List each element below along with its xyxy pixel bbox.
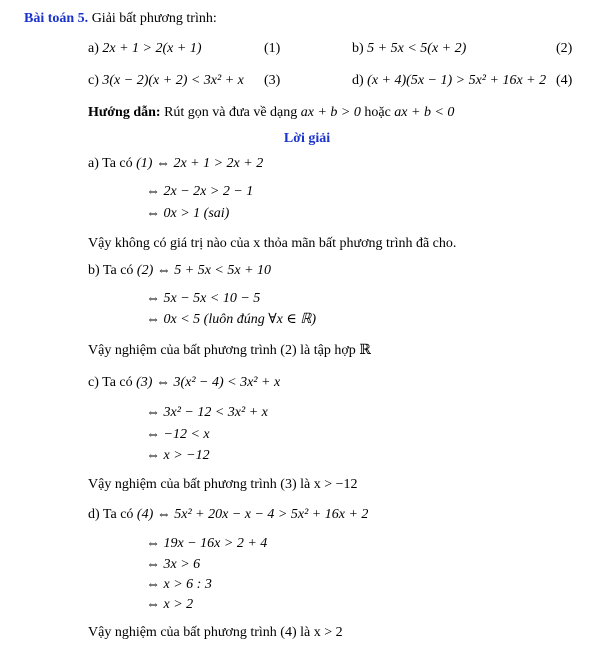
derivation-step: ⇔ 3x > 6 — [146, 557, 201, 572]
derivation-step: ⇔ −12 < x — [146, 427, 210, 442]
problem-item-c-num: (3) — [264, 73, 281, 88]
solution-title: Lời giải — [283, 131, 331, 146]
derivation-step: ⇔ 0x > 1 (sai) — [146, 206, 230, 221]
part-c-conclusion: Vậy nghiệm của bất phương trình (3) là x > −12 — [88, 477, 358, 492]
item-expr: 5 + 5x < 5(x + 2) — [367, 41, 467, 56]
item-expr: 3(x − 2)(x + 2) < 3x² + x — [102, 73, 244, 88]
part-intro: c) Ta có — [88, 375, 133, 390]
part-d-first-line — [88, 506, 368, 524]
part-intro: a) Ta có — [88, 156, 133, 171]
item-expr: (x + 4)(5x − 1) > 5x² + 16x + 2 — [367, 73, 547, 88]
derivation-step: (2) ⇔ 5 + 5x < 5x + 10 — [136, 263, 272, 278]
derivation-step: ⇔ x > 6 : 3 — [146, 577, 212, 592]
part-intro: b) Ta có — [88, 263, 134, 278]
part-intro: d) Ta có — [88, 507, 134, 522]
hint-label: Hướng dẫn: — [88, 105, 161, 120]
part-b-first-line — [88, 262, 271, 280]
derivation-step: ⇔ 5x − 5x < 10 − 5 — [146, 291, 261, 306]
derivation-step: ⇔ 3x² − 12 < 3x² + x — [146, 405, 268, 420]
problem-item-b-num: (2) — [556, 41, 573, 56]
hint-expr-2: ax + b < 0 — [394, 105, 455, 120]
hint-text: Rút gọn và đưa về dạng — [164, 105, 298, 120]
derivation-step: (4) ⇔ 5x² + 20x − x − 4 > 5x² + 16x + 2 — [136, 507, 369, 522]
item-prefix: c) — [88, 73, 99, 88]
derivation-step: ⇔ 0x < 5 (luôn đúng ∀x ∈ ℝ) — [146, 312, 316, 327]
derivation-step: (1) ⇔ 2x + 1 > 2x + 2 — [136, 156, 264, 171]
item-prefix: a) — [88, 41, 99, 56]
problem-item-d-num: (4) — [556, 73, 573, 88]
problem-item-c — [88, 72, 244, 90]
hint — [88, 104, 454, 122]
problem-item-a-num: (1) — [264, 41, 281, 56]
item-prefix: b) — [352, 41, 364, 56]
derivation-step: ⇔ x > 2 — [146, 597, 194, 612]
hint-or: hoặc — [364, 105, 391, 120]
derivation-step: ⇔ 2x − 2x > 2 − 1 — [146, 184, 254, 199]
item-expr: 2x + 1 > 2(x + 1) — [102, 41, 202, 56]
derivation-step: ⇔ 19x − 16x > 2 + 4 — [146, 536, 268, 551]
item-prefix: d) — [352, 73, 364, 88]
hint-expr-1: ax + b > 0 — [300, 105, 361, 120]
problem-label: Bài toán 5. — [24, 11, 89, 26]
problem-header — [24, 10, 217, 28]
problem-item-b — [352, 40, 466, 58]
problem-title: Giải bất phương trình: — [91, 11, 217, 26]
derivation-step: (3) ⇔ 3(x² − 4) < 3x² + x — [136, 375, 281, 390]
problem-item-a — [88, 40, 201, 58]
part-a-first-line — [88, 155, 263, 173]
part-b-conclusion: Vậy nghiệm của bất phương trình (2) là tập hợp ℝ — [88, 343, 371, 358]
part-d-conclusion: Vậy nghiệm của bất phương trình (4) là x > 2 — [88, 625, 343, 640]
part-a-conclusion: Vậy không có giá trị nào của x thỏa mãn bất phương trình đã cho. — [88, 236, 457, 251]
problem-item-d — [352, 72, 546, 90]
derivation-step: ⇔ x > −12 — [146, 448, 210, 463]
part-c-first-line — [88, 374, 280, 392]
